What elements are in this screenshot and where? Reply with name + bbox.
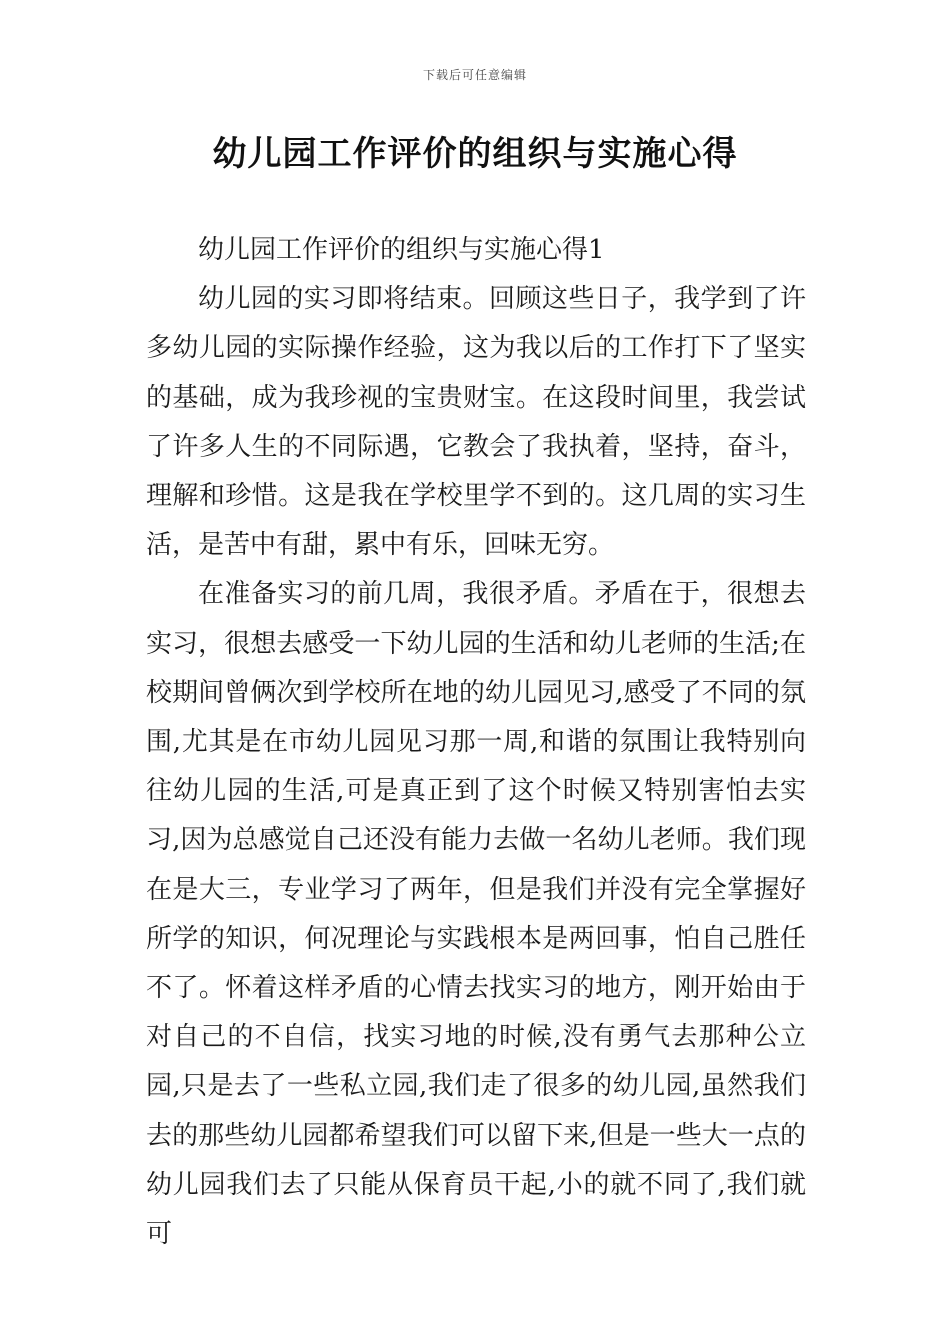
document-body <box>146 226 806 1259</box>
body-paragraph-2: 在准备实习的前几周，我很矛盾。矛盾在于，很想去实习，很想去感受一下幼儿园的生活和幼儿老师的生活;在校期间曾俩次到学校所在地的幼儿园见习,感受了不同的氛围,尤其是在市幼儿园见习那一周,和谐的氛围让我特别向往幼儿园的生活,可是真正到了这个时候又特别害怕去实习,因为总感觉自己还没有能力去做一名幼儿老师。我们现在是大三，专业学习了两年，但是我们并没有完全掌握好所学的知识，何况理论与实践根本是两回事，怕自己胜任不了。怀着这样矛盾的心情去找实习的地方，刚开始由于对自己的不自信，找实习地的时候,没有勇气去那种公立园,只是去了一些私立园,我们走了很多的幼儿园,虽然我们去的那些幼儿园都希望我们可以留下来,但是一些大一点的幼儿园我们去了只能从保育员干起,小的就不同了,我们就可 <box>146 579 806 1250</box>
subtitle-paragraph: 幼儿园工作评价的组织与实施心得1 <box>198 235 605 265</box>
header-note: 下载后可任意编辑 <box>422 68 527 82</box>
document-title: 幼儿园工作评价的组织与实施心得 <box>212 134 738 174</box>
body-paragraph-1: 幼儿园的实习即将结束。回顾这些日子，我学到了许多幼儿园的实际操作经验，这为我以后的工作打下了坚实的基础，成为我珍视的宝贵财宝。在这段时间里，我尝试了许多人生的不同际遇，它教会了我执着，坚持，奋斗，理解和珍惜。这是我在学校里学不到的。这几周的实习生活，是苦中有甜，累中有乐，回味无穷。 <box>146 284 806 561</box>
